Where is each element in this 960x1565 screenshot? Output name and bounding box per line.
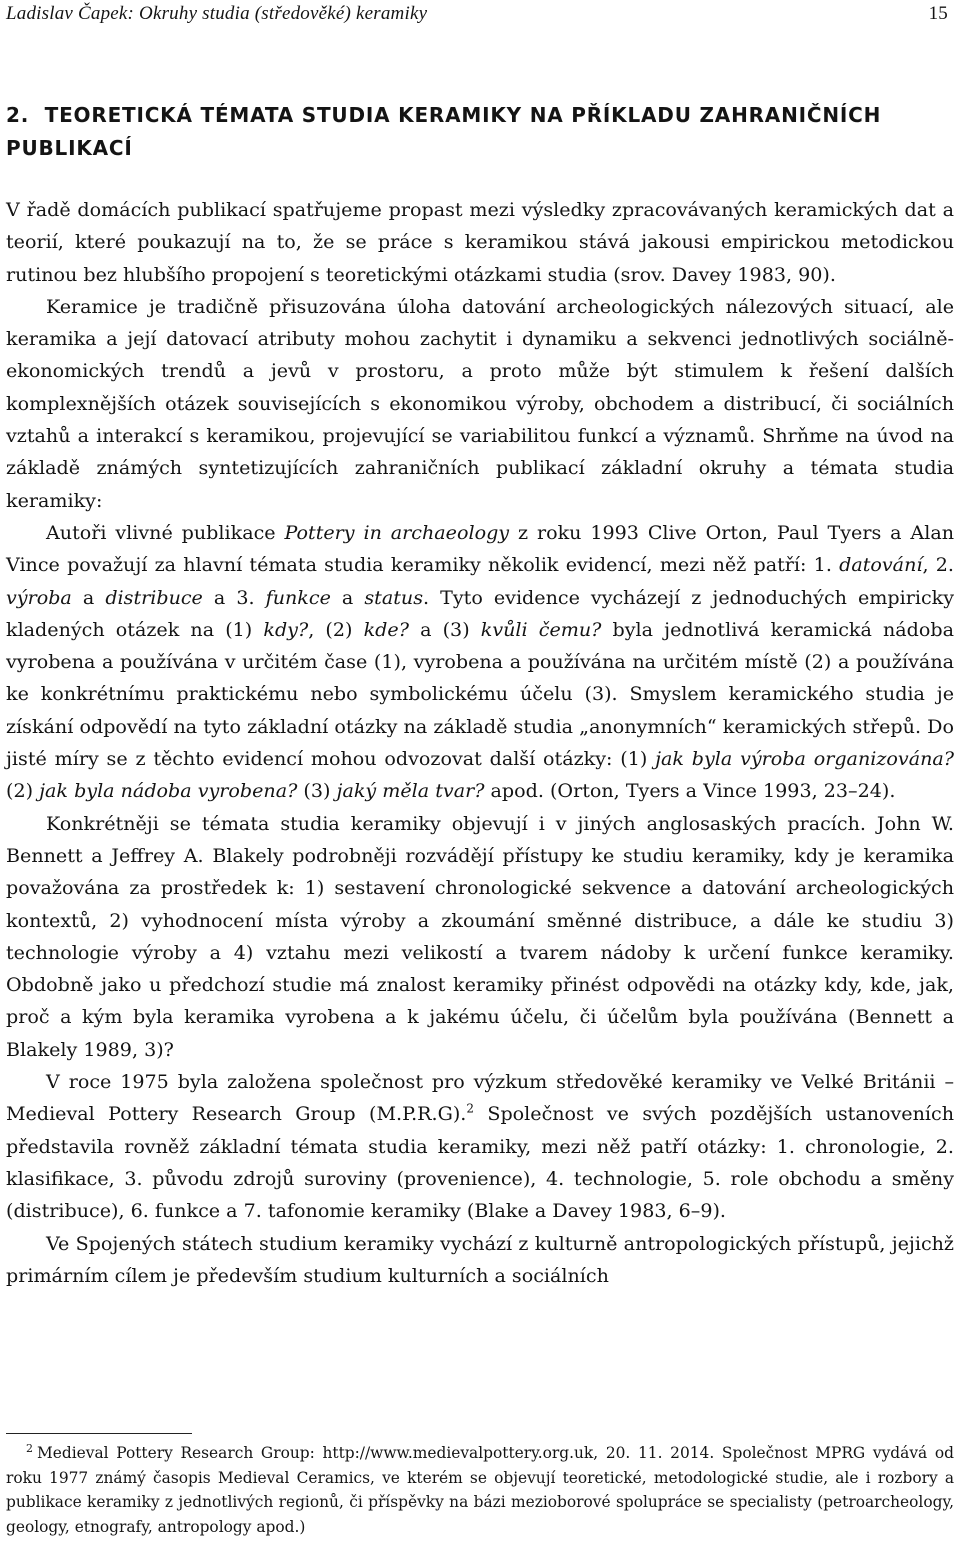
text-span: byla jednotlivá keramická nádoba vyrobena a používána v určitém čase (1), vyrobena a používána na určitém místě (2) a používána ke konkrétnímu praktickému nebo symbolickému účelu (3). Smyslem keramického studia je získání odpovědí na tyto základní otázky na základě studia „anonymních“ keramických střepů. Do jisté míry se z těchto evidencí mohou odvozovat další otázky: (1): [6, 617, 954, 771]
text-span: , 2.: [922, 553, 954, 577]
footnote-reference[interactable]: 2: [466, 1101, 474, 1116]
running-head: [6, 3, 954, 29]
text-span: , (2): [308, 617, 364, 641]
question-kvuli-cemu: kvůli čemu?: [480, 617, 602, 641]
text-span: apod. (Orton, Tyers a Vince 1993, 23–24).: [484, 779, 896, 803]
question-organizace: jak byla výroba organizována?: [655, 747, 954, 771]
book-title: Pottery in archaeology: [284, 520, 510, 544]
text-span: Společnost ve svých pozdějších ustanoveních představila rovněž základní témata studia keramiky, mezi něž patří otázky: 1. chronologie, 2. klasifikace, 3. původu zdrojů suroviny (provenience), 4. technologie, 5. role obchodu a směny (distribuce), 6. funkce a 7. tafonomie keramiky (Blake a Davey 1983, 6–9).: [6, 1102, 954, 1223]
paragraph-2: Keramice je tradičně přisuzována úloha datování archeologických nálezových situací, ale keramika a její datovací atributy mohou zachytit i dynamiku a sekvenci jednotlivých sociálně-ekonomických trendů a jevů v prostoru, a proto může být stimulem k řešení dalších komplexnějších otázek souvisejících s ekonomikou výroby, obchodem a distribucí, či sociálních vztahů a interakcí s keramikou, projevující se variabilitou funkcí a významů. Shrňme na úvod na základě známých syntetizujících zahraničních publikací základní okruhy a témata studia keramiky:: [6, 294, 954, 512]
term-datovani: datování: [839, 553, 923, 577]
paragraph-6: Ve Spojených státech studium keramiky vychází z kulturně antropologických přístupů, jejichž primárním cílem je především studium kulturních a sociálních: [6, 1231, 954, 1287]
term-status: status: [364, 585, 423, 609]
question-tvar: jaký měla tvar?: [336, 779, 485, 803]
paragraph-5: [6, 1066, 954, 1227]
body-text: [6, 194, 954, 1292]
footnote: [6, 1441, 954, 1539]
text-span: Autoři vlivné publikace: [46, 520, 285, 544]
section-title: TEORETICKÁ TÉMATA STUDIA KERAMIKY NA PŘÍKLADU ZAHRANIČNÍCH PUBLIKACÍ: [6, 103, 882, 160]
question-kdy: kdy?: [263, 617, 309, 641]
footnote-text: Medieval Pottery Research Group: http://www.medievalpottery.org.uk, 20. 11. 2014. Společnost MPRG vydává od roku 1977 známý časopis Medieval Ceramics, ve kterém se objevují teoretické, metodologické studie, ale i rozbory a publikace keramiky z jednotlivých regionů, či příspěvky na bázi mezioborové spolupráce se specialisty (petroarcheology, geology, etnografy, antropology apod.): [6, 1444, 954, 1536]
footnote-mark: 2: [26, 1441, 33, 1455]
section-heading: [6, 99, 954, 165]
paragraph-3: [6, 517, 954, 808]
text-span: (2): [6, 779, 40, 803]
page-number: 15: [928, 3, 948, 24]
text-span: a 3.: [202, 585, 266, 609]
text-span: (3): [297, 779, 337, 803]
footnote-divider: [6, 1433, 192, 1434]
paragraph-4: Konkrétněji se témata studia keramiky objevují i v jiných anglosaských pracích. John W. Bennett a Jeffrey A. Blakely podrobněji rozvádějí přístupy ke studiu keramiky, kdy je keramika považována za prostředek k: 1) sestavení chronologické sekvence a datování archeologických kontextů, 2) vyhodnocení místa výroby a zkoumání směnné distribuce, a dále ke studiu 3) technologie výroby a 4) vztahu mezi velikostí a tvarem nádoby k určení funkce keramiky. Obdobně jako u předchozí studie má znalost keramiky přinést odpovědi na otázky kdy, kde, jak, proč a kým byla keramika vyrobena a k jakému účelu, či účelům byla používána (Bennett a Blakely 1989, 3)?: [6, 811, 954, 1061]
text-span: z roku 1993 Clive Orton, Paul Tyers a Alan Vince považují za hlavní témata studia keramiky několik evidencí, mezi něž patří: 1.: [6, 520, 955, 577]
text-span: V roce 1975 byla založena společnost pro výzkum středověké keramiky ve Velké Británii – Medieval Pottery Research Group (M.P.R.G).: [6, 1070, 954, 1126]
running-head-title: Ladislav Čapek: Okruhy studia (středověké) keramiky: [6, 3, 428, 24]
text-span: a: [330, 585, 365, 609]
term-vyroba: výroba: [6, 585, 72, 609]
question-vyroba: jak byla nádoba vyrobena?: [39, 779, 298, 803]
text-span: . Tyto evidence vycházejí z jednoduchých empiricky kladených otázek na (1): [6, 585, 955, 641]
section-number: 2.: [6, 103, 30, 127]
term-funkce: funkce: [265, 585, 331, 609]
text-span: a (3): [408, 617, 481, 641]
question-kde: kde?: [363, 617, 409, 641]
term-distribuce: distribuce: [105, 585, 203, 609]
paragraph-1: V řadě domácích publikací spatřujeme propast mezi výsledky zpracovávaných keramických dat a teorií, které poukazují na to, že se práce s keramikou stává jakousi empirickou metodickou rutinou bez hlubšího propojení s teoretickými otázkami studia (srov. Davey 1983, 90).: [6, 198, 954, 286]
text-span: a: [71, 585, 106, 609]
